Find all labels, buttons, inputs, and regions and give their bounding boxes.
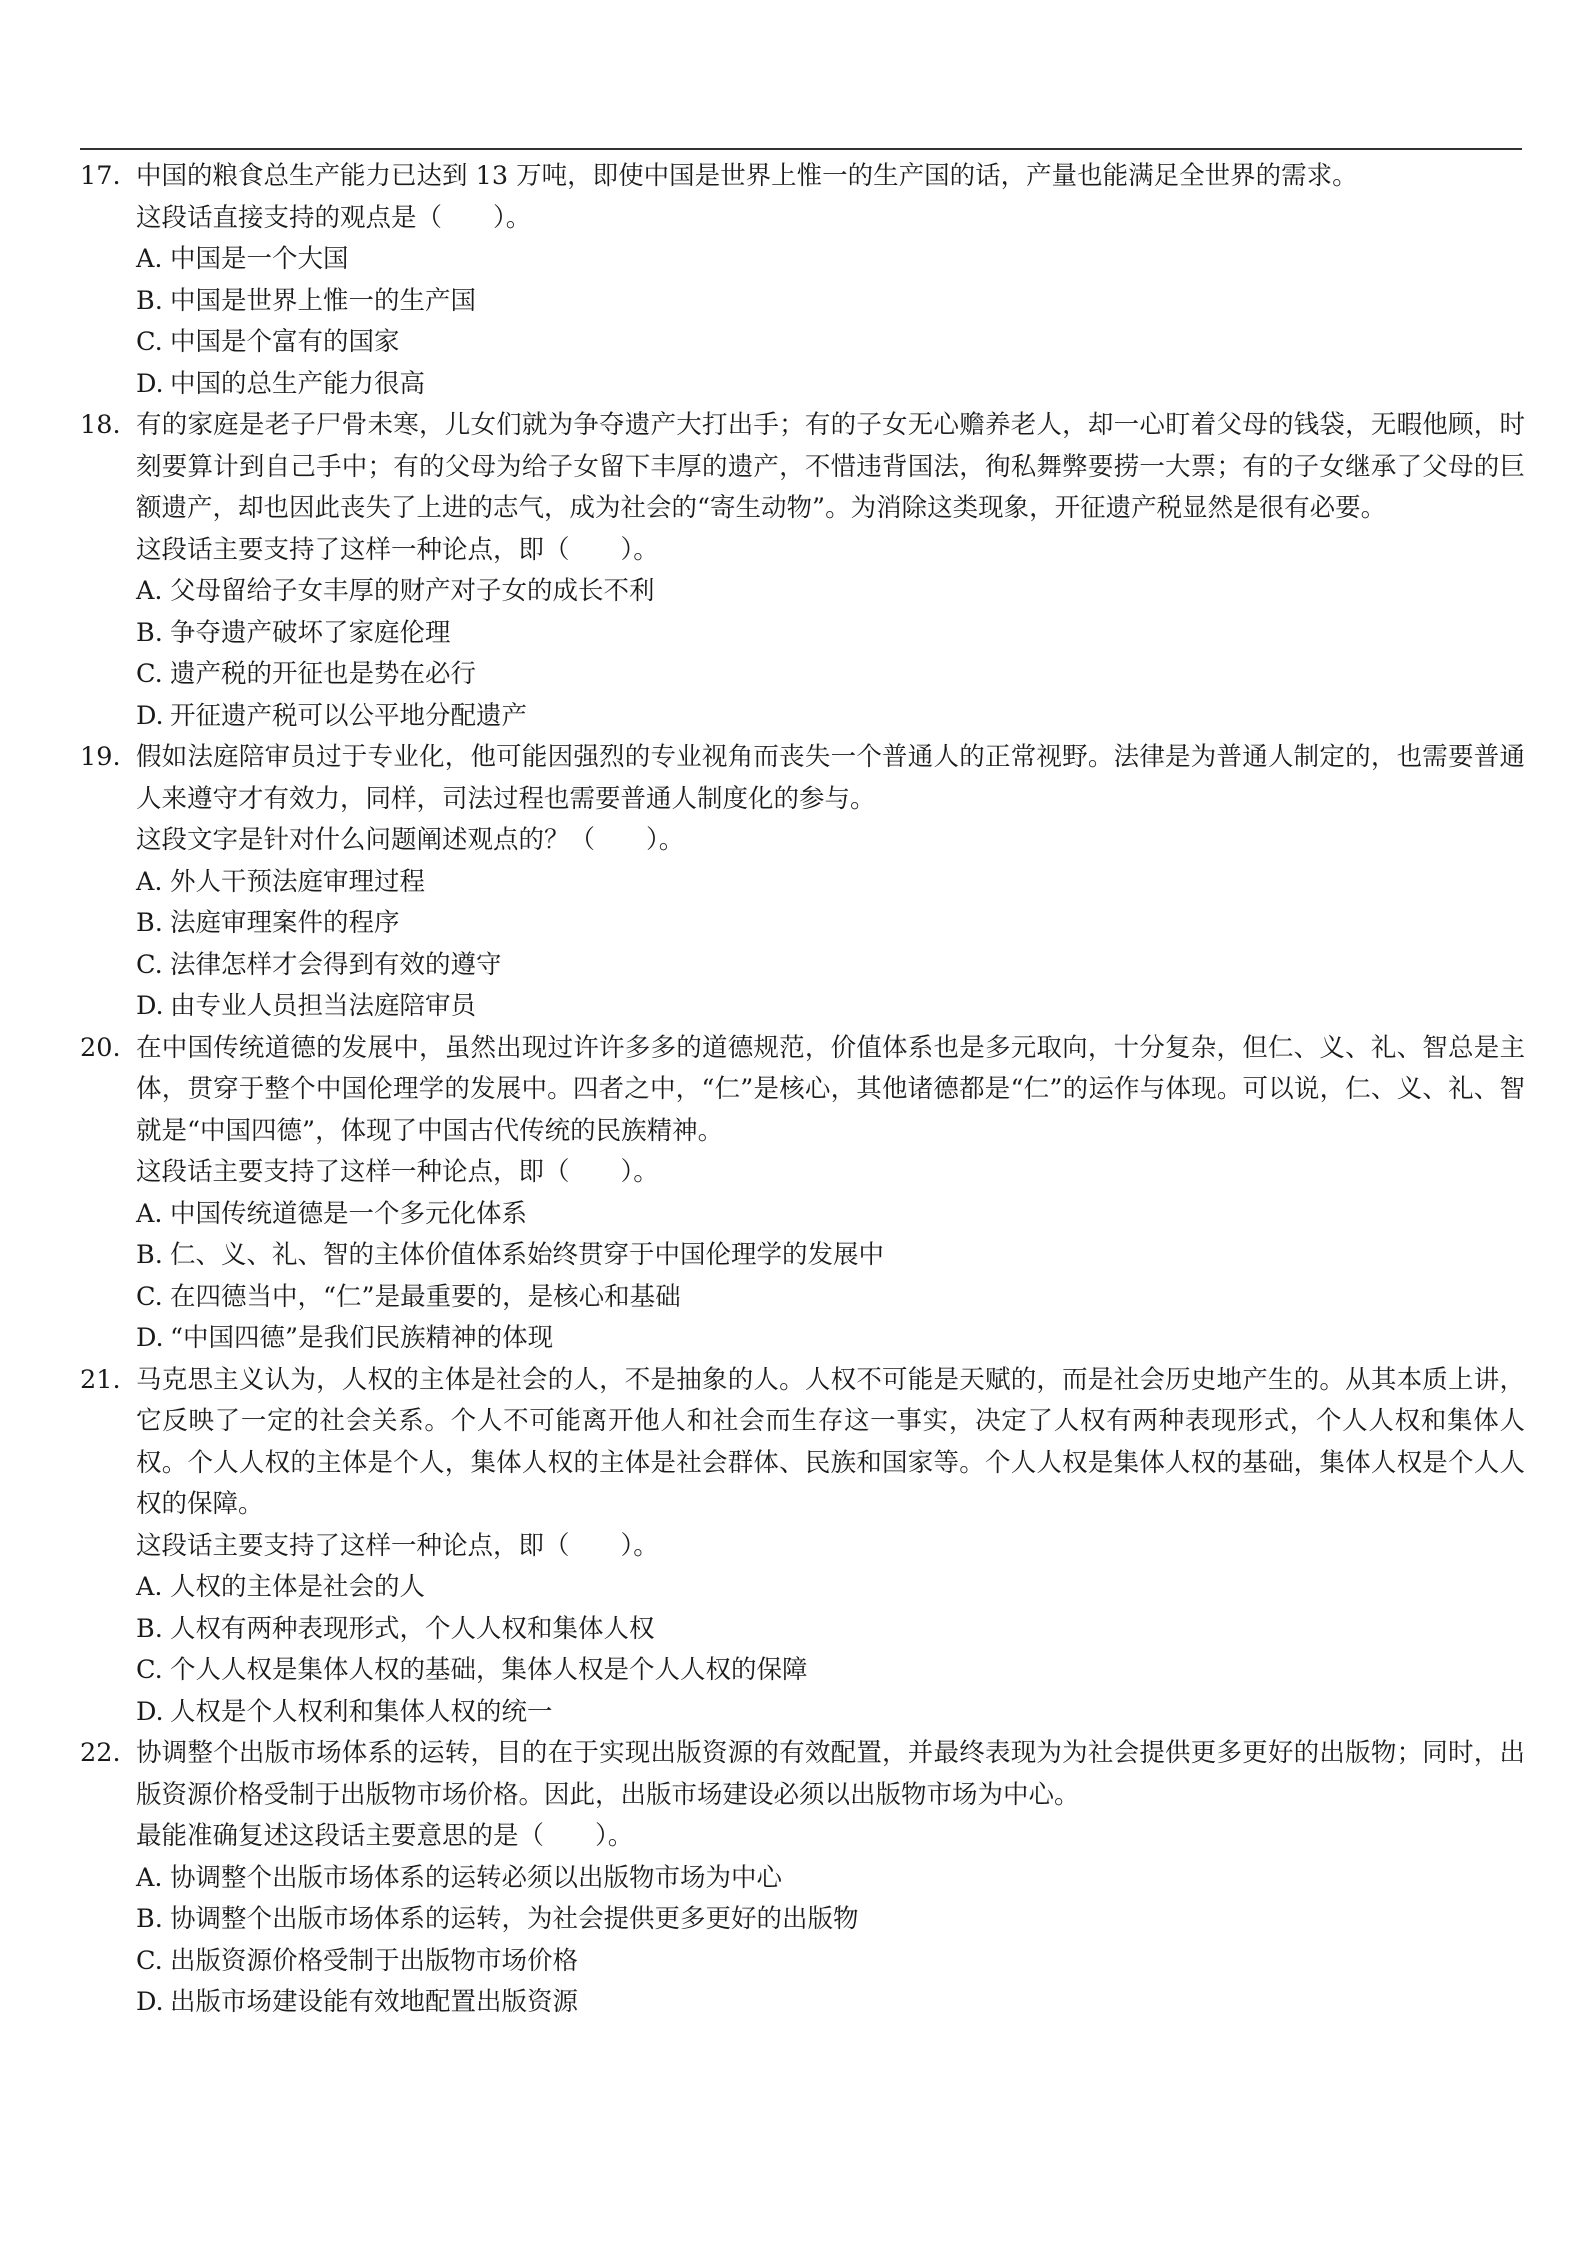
option-letter: D. [136, 1987, 164, 2017]
option-a [136, 1858, 1525, 1900]
option-d [136, 1692, 1525, 1734]
option-d [136, 1982, 1525, 2024]
option-a [136, 571, 1525, 613]
question-19 [80, 737, 1525, 1028]
question-text: 有的家庭是老子尸骨未寒，儿女们就为争夺遗产大打出手；有的子女无心赡养老人，却一心盯着父母的钱袋，无暇他顾，时刻要算计到自己手中；有的父母为给子女留下丰厚的遗产，不惜违背国法，徇私舞弊要捞一大票；有的子女继承了父母的巨额遗产，却也因此丧失了上进的志气，成为社会的“寄生动物”。为消除这类现象，开征遗产税显然是很有必要。 [136, 410, 1525, 523]
option-text: “中国四德”是我们民族精神的体现 [170, 1323, 554, 1353]
option-text: 出版资源价格受制于出版物市场价格 [170, 1945, 579, 1976]
option-a [136, 1194, 1525, 1236]
question-prompt: 这段话直接支持的观点是（ ）。 [136, 202, 532, 233]
option-text: 仁、义、礼、智的主体价值体系始终贯穿于中国伦理学的发展中 [170, 1240, 885, 1270]
question-22 [80, 1733, 1525, 2024]
option-text: 法庭审理案件的程序 [170, 908, 400, 938]
question-text: 马克思主义认为，人权的主体是社会的人，不是抽象的人。人权不可能是天赋的，而是社会历史地产生的。从其本质上讲，它反映了一定的社会关系。个人不可能离开他人和社会而生存这一事实，决定了人权有两种表现形式，个人人权和集体人权。个人人权的主体是个人，集体人权的主体是社会群体、民族和国家等。个人人权是集体人权的基础，集体人权是个人人权的保障。 [136, 1364, 1525, 1519]
option-text: 人权的主体是社会的人 [170, 1572, 426, 1602]
option-d [136, 1318, 1525, 1360]
option-text: 个人人权是集体人权的基础，集体人权是个人人权的保障 [170, 1655, 808, 1685]
question-prompt: 这段话主要支持了这样一种论点，即（ ）。 [136, 534, 659, 565]
question-text: 协调整个出版市场体系的运转，目的在于实现出版资源的有效配置，并最终表现为为社会提供更多更好的出版物；同时，出版资源价格受制于出版物市场价格。因此，出版市场建设必须以出版物市场为中心。 [136, 1738, 1525, 1810]
question-number: 17. [80, 161, 121, 191]
option-letter: B. [136, 285, 163, 316]
option-letter: A. [136, 1862, 163, 1893]
option-letter: A. [136, 244, 163, 274]
option-text: 外人干预法庭审理过程 [170, 866, 426, 897]
option-letter: C. [136, 659, 163, 689]
option-letter: A. [136, 576, 163, 606]
option-letter: C. [136, 1655, 163, 1685]
question-number: 22. [80, 1738, 121, 1768]
question-text: 在中国传统道德的发展中，虽然出现过许许多多的道德规范，价值体系也是多元取向，十分复杂，但仁、义、礼、智总是主体，贯穿于整个中国伦理学的发展中。四者之中，“仁”是核心，其他诸德都是“仁”的运作与体现。可以说，仁、义、礼、智就是“中国四德”，体现了中国古代传统的民族精神。 [136, 1032, 1525, 1146]
option-c [136, 945, 1525, 987]
question-17 [80, 156, 1525, 405]
option-a [136, 1567, 1525, 1609]
option-text: 中国的总生产能力很高 [170, 368, 426, 399]
option-letter: D. [136, 991, 164, 1021]
question-text: 中国的粮食总生产能力已达到 13 万吨，即使中国是世界上惟一的生产国的话，产量也能满足全世界的需求。 [136, 161, 1358, 191]
question-prompt: 这段话主要支持了这样一种论点，即（ ）。 [136, 1157, 659, 1187]
question-number: 21. [80, 1364, 121, 1395]
question-20 [80, 1028, 1525, 1360]
option-text: 父母留给子女丰厚的财产对子女的成长不利 [170, 576, 655, 606]
option-letter: B. [136, 1904, 163, 1934]
option-text: 争夺遗产破坏了家庭伦理 [170, 617, 451, 648]
question-21 [80, 1360, 1525, 1734]
option-text: 协调整个出版市场体系的运转必须以出版物市场为中心 [170, 1862, 783, 1893]
option-text: 协调整个出版市场体系的运转，为社会提供更多更好的出版物 [170, 1904, 859, 1934]
option-c [136, 322, 1525, 364]
option-letter: C. [136, 1945, 163, 1976]
option-letter: C. [136, 949, 163, 980]
question-text: 假如法庭陪审员过于专业化，他可能因强烈的专业视角而丧失一个普通人的正常视野。法律是为普通人制定的，也需要普通人来遵守才有效力，同样，司法过程也需要普通人制度化的参与。 [136, 742, 1525, 814]
question-list [80, 156, 1525, 2024]
option-b [136, 1899, 1525, 1941]
option-d [136, 986, 1525, 1028]
option-text: 人权有两种表现形式，个人人权和集体人权 [170, 1613, 655, 1644]
option-text: 由专业人员担当法庭陪审员 [170, 991, 477, 1021]
option-a [136, 862, 1525, 904]
option-b [136, 1609, 1525, 1651]
header-rule [80, 148, 1522, 150]
option-letter: B. [136, 1613, 163, 1644]
option-letter: B. [136, 1240, 163, 1270]
option-text: 中国是世界上惟一的生产国 [170, 285, 477, 316]
option-text: 中国是个富有的国家 [170, 327, 400, 357]
option-a [136, 239, 1525, 281]
option-letter: D. [136, 1323, 164, 1353]
option-c [136, 1277, 1525, 1319]
option-text: 中国是一个大国 [170, 244, 349, 274]
option-b [136, 1235, 1525, 1277]
option-letter: A. [136, 866, 163, 897]
option-letter: B. [136, 617, 163, 648]
option-letter: A. [136, 1198, 163, 1229]
question-number: 19. [80, 742, 121, 772]
option-c [136, 654, 1525, 696]
option-c [136, 1650, 1525, 1692]
question-prompt: 这段文字是针对什么问题阐述观点的？（ ）。 [136, 825, 685, 855]
question-prompt: 这段话主要支持了这样一种论点，即（ ）。 [136, 1530, 659, 1561]
option-text: 出版市场建设能有效地配置出版资源 [170, 1987, 579, 2017]
option-letter: D. [136, 700, 164, 731]
option-c [136, 1941, 1525, 1983]
option-text: 人权是个人权利和集体人权的统一 [170, 1696, 553, 1727]
question-18 [80, 405, 1525, 737]
option-text: 中国传统道德是一个多元化体系 [170, 1198, 528, 1229]
option-b [136, 613, 1525, 655]
option-b [136, 281, 1525, 323]
option-letter: D. [136, 1696, 164, 1727]
option-letter: C. [136, 327, 163, 357]
option-text: 遗产税的开征也是势在必行 [170, 659, 477, 689]
option-d [136, 364, 1525, 406]
option-d [136, 696, 1525, 738]
question-prompt: 最能准确复述这段话主要意思的是（ ）。 [136, 1821, 634, 1851]
option-letter: A. [136, 1572, 163, 1602]
option-text: 法律怎样才会得到有效的遵守 [170, 949, 502, 980]
option-b [136, 903, 1525, 945]
option-letter: D. [136, 368, 164, 399]
option-letter: B. [136, 908, 163, 938]
option-text: 开征遗产税可以公平地分配遗产 [170, 700, 528, 731]
question-number: 18. [80, 410, 121, 440]
option-letter: C. [136, 1281, 163, 1312]
option-text: 在四德当中，“仁”是最重要的，是核心和基础 [170, 1281, 681, 1312]
question-number: 20. [80, 1032, 121, 1063]
